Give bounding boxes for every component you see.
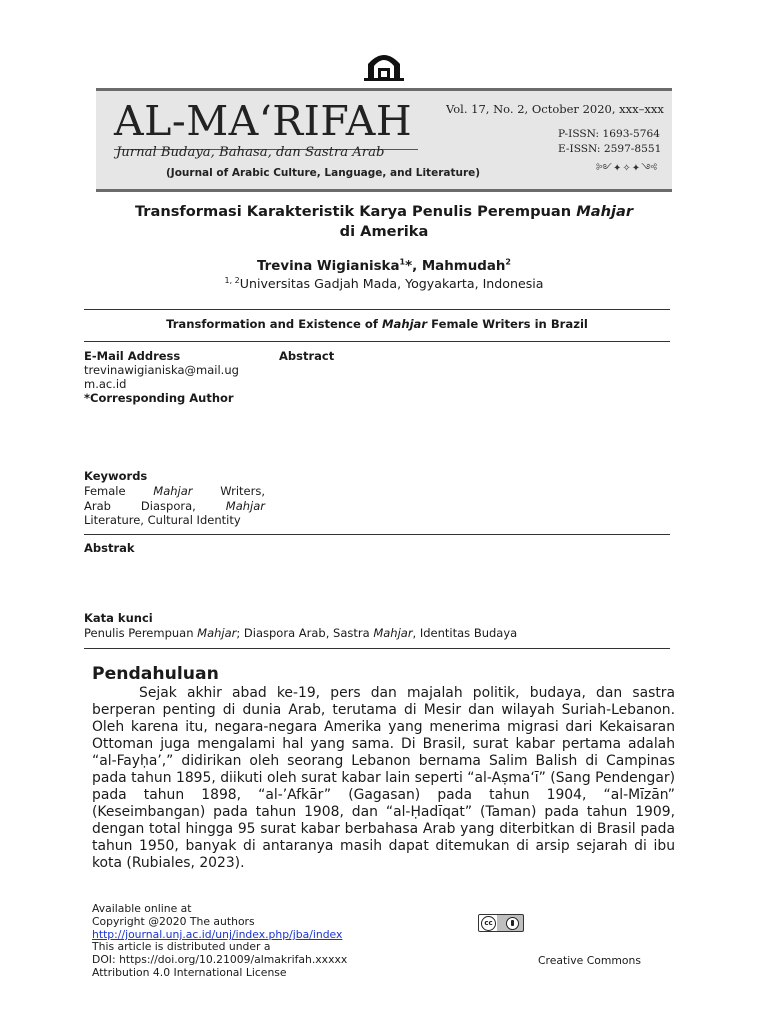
journal-url-link[interactable]: http://journal.unj.ac.id/unj/index.php/jba/index <box>92 928 343 941</box>
email-label: E-Mail Address <box>84 349 181 363</box>
volume-info: Vol. 17, No. 2, October 2020, xxx–xxx <box>446 102 664 116</box>
keyword-text: Arab Diaspora, <box>84 498 226 513</box>
journal-title: AL-MA‘RIFAH <box>114 97 413 145</box>
english-title-text: Transformation and Existence of <box>166 317 382 331</box>
author-list <box>84 259 684 274</box>
abstract-label: Abstract <box>279 349 335 363</box>
keyword-text: Female <box>84 484 154 498</box>
kata-kunci-list <box>84 626 517 640</box>
kata-kunci-text: , Identitas Budaya <box>412 626 518 640</box>
english-title <box>84 317 670 331</box>
author-affil-mark: 1 <box>399 257 406 267</box>
keyword-emphasis: Mahjar <box>153 484 193 498</box>
keywords-line <box>84 484 265 499</box>
email-block <box>84 363 262 405</box>
journal-english-subtitle: (Journal of Arabic Culture, Language, and Literature) <box>166 167 481 179</box>
affiliation-text: Universitas Gadjah Mada, Yogyakarta, Indonesia <box>239 276 544 291</box>
english-title-text: Female Writers in Brazil <box>427 317 588 331</box>
email-address-cont: m.ac.id <box>84 377 127 391</box>
keyword-text: Literature, Cultural Identity <box>84 513 241 527</box>
cc-icon: cc <box>481 916 496 931</box>
kata-kunci-text: Penulis Perempuan <box>84 626 198 640</box>
author-name: Trevina Wigianiska <box>257 259 400 274</box>
article-title <box>84 202 684 242</box>
ornament-icon: ༻✦✧✦༺ <box>596 163 659 174</box>
title-emphasis: Mahjar <box>576 203 634 220</box>
e-issn: E-ISSN: 2597-8551 <box>558 143 662 155</box>
kata-kunci-label: Kata kunci <box>84 611 153 625</box>
divider <box>84 309 670 310</box>
journal-masthead <box>96 88 672 192</box>
affiliation-mark: 1, 2 <box>224 275 240 285</box>
body-paragraph: Sejak akhir abad ke-19, pers dan majalah politik, budaya, dan sastra berperan penting di dunia Arab, terutama di Mesir dan wilayah Suriah-Lebanon. Oleh karena itu, negara-negara Amerika yang menerima migrasi dari Kekaisaran Ottoman juga mengalami hal yang sama. Di Brasil, surat kabar pertama adalah “al-Fayḥa’,” didirikan oleh seorang Lebanon bernama Salim Balish di Campinas pada tahun 1895, diikuti oleh surat kabar lain seperti “al-Aṣma‘ī” (Sang Pendengar) pada tahun 1898, “al-’Afkār” (Gagasan) pada tahun 1904, “al-Mīzān” (Keseimbangan) pada tahun 1908, dan “al-Ḥadīqat” (Taman) pada tahun 1909, dengan total hingga 95 surat kabar berbahasa Arab yang diterbitkan di Brasil pada tahun 1950, banyak di antaranya masih dapat ditemukan di arsip sejarah di ibu kota (Rubiales, 2023). <box>92 685 675 871</box>
section-heading: Pendahuluan <box>92 664 219 684</box>
footer-license: Attribution 4.0 International License <box>92 966 287 979</box>
abstrak-label: Abstrak <box>84 541 135 555</box>
english-title-emphasis: Mahjar <box>381 317 428 331</box>
kata-kunci-text: ; Diaspora Arab, Sastra <box>236 626 374 640</box>
kata-kunci-emphasis: Mahjar <box>197 626 237 640</box>
author-affil-mark: 2 <box>505 257 511 267</box>
email-address: trevinawigianiska@mail.ug <box>84 363 239 377</box>
journal-subtitle: Jurnal Budaya, Bahasa, dan Sastra Arab <box>116 145 385 160</box>
keyword-emphasis: Mahjar <box>225 498 265 513</box>
divider <box>84 534 670 535</box>
footer-copyright: Copyright @2020 The authors <box>92 915 255 928</box>
corresponding-author: *Corresponding Author <box>84 391 234 405</box>
affiliation <box>84 276 684 291</box>
divider <box>84 648 670 649</box>
kata-kunci-emphasis: Mahjar <box>373 626 413 640</box>
journal-logo-icon <box>360 50 408 82</box>
keywords-label: Keywords <box>84 469 148 483</box>
creative-commons-badge-icon[interactable] <box>478 914 524 932</box>
footer-doi: DOI: https://doi.org/10.21009/almakrifah.xxxxx <box>92 953 348 966</box>
author-separator: *, <box>405 259 422 274</box>
divider <box>84 341 670 342</box>
creative-commons-text: Creative Commons <box>538 954 641 967</box>
author-name: Mahmudah <box>421 259 506 274</box>
attribution-icon <box>506 917 519 930</box>
p-issn: P-ISSN: 1693-5764 <box>558 128 660 140</box>
footer-available: Available online at <box>92 902 192 915</box>
keyword-text: Writers, <box>192 484 265 498</box>
keywords-list <box>84 484 265 528</box>
title-line-2: di Amerika <box>339 223 429 240</box>
title-text: Transformasi Karakteristik Karya Penulis Perempuan <box>134 203 577 220</box>
footer-distributed: This article is distributed under a <box>92 940 271 953</box>
keywords-line <box>84 499 265 514</box>
